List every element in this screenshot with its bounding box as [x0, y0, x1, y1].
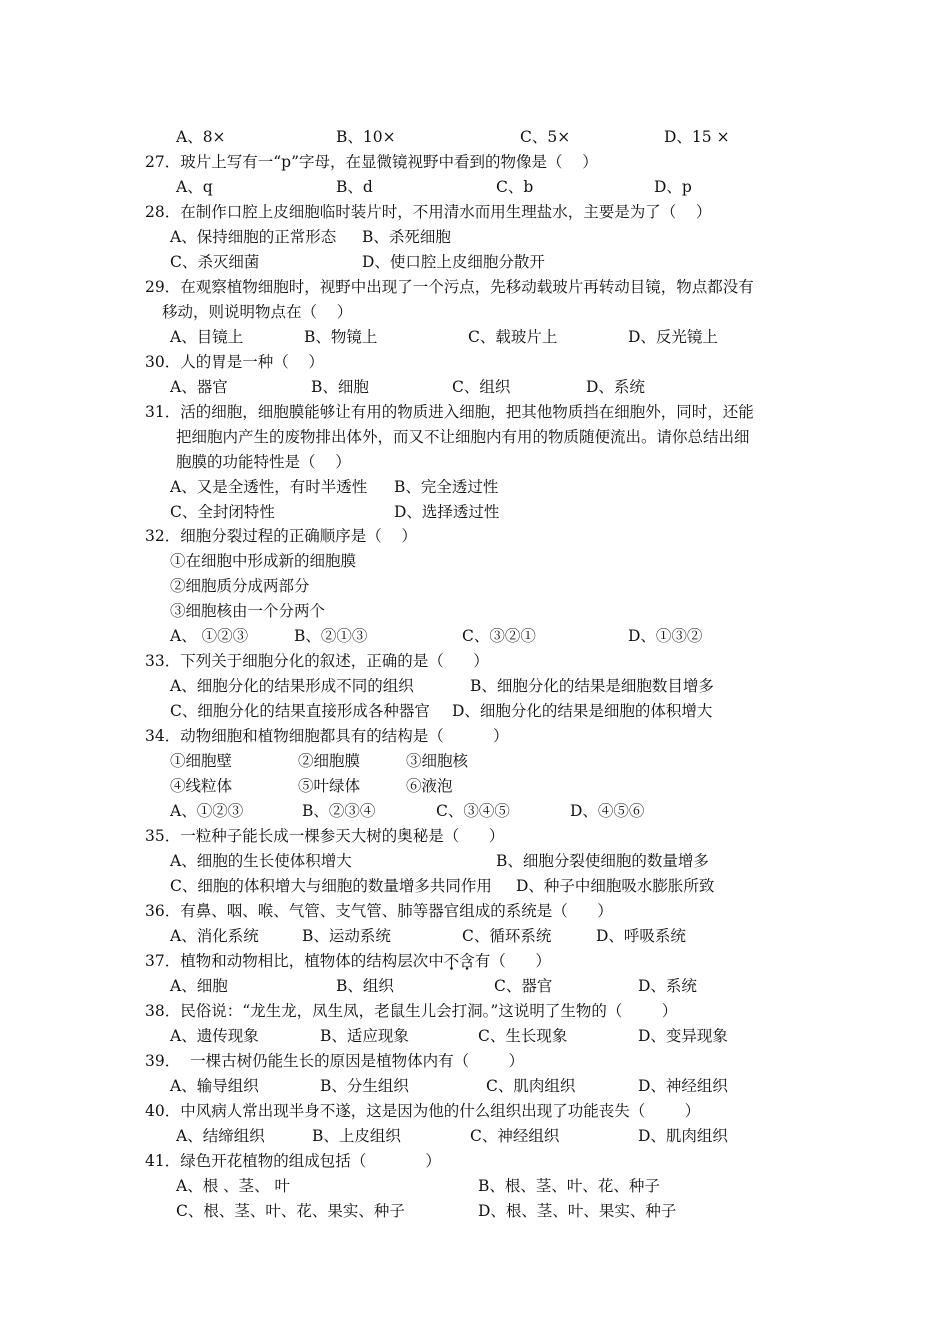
q37-stem-text: 37．植物和动物相比，植物体的结构层次中 — [145, 952, 444, 970]
q30-option-a: A、器官 — [170, 378, 228, 396]
q30-option-b: B、细胞 — [311, 378, 369, 396]
q41-stem: 41．绿色开花植物的组成包括（ ） — [145, 1152, 441, 1170]
q38-option-d: D、变异现象 — [638, 1027, 728, 1045]
q26-option-d: D、15 × — [664, 128, 730, 146]
q41-option-b: B、根、茎、叶、花、种子 — [478, 1177, 660, 1195]
q31-option-b: B、完全透过性 — [394, 478, 499, 496]
q29-stem-line2: 移动，则说明物点在（ ） — [162, 303, 353, 321]
q26-option-c: C、5× — [520, 128, 571, 146]
q39-option-d: D、神经组织 — [638, 1077, 728, 1095]
q35-option-d: D、种子中细胞吸水膨胀所致 — [516, 877, 715, 895]
q27-option-a: A、q — [176, 178, 213, 196]
q35-option-c: C、细胞的体积增大与细胞的数量增多共同作用 — [170, 877, 492, 895]
q28-option-d: D、使口腔上皮细胞分散开 — [362, 253, 545, 271]
q40-option-a: A、结缔组织 — [176, 1127, 265, 1145]
q37-option-c: C、器官 — [494, 977, 553, 995]
q33-option-a: A、细胞分化的结果形成不同的组织 — [170, 677, 414, 695]
q29-option-b: B、物镜上 — [304, 328, 378, 346]
q33-option-b: B、细胞分化的结果是细胞数目增多 — [470, 677, 714, 695]
q33-option-d: D、细胞分化的结果是细胞的体积增大 — [452, 702, 713, 720]
q28-stem: 28．在制作口腔上皮细胞临时装片时，不用清水而用生理盐水，主要是为了（ ） — [145, 203, 712, 221]
q34-item-5: ⑤叶绿体 — [298, 777, 361, 795]
q33-option-c: C、细胞分化的结果直接形成各种器官 — [170, 702, 430, 720]
q39-option-c: C、肌肉组织 — [486, 1077, 576, 1095]
q38-option-a: A、遗传现象 — [170, 1027, 259, 1045]
q38-option-b: B、适应现象 — [320, 1027, 409, 1045]
q41-option-d: D、根、茎、叶、果实、种子 — [478, 1202, 677, 1220]
q36-option-b: B、运动系统 — [302, 927, 391, 945]
q40-option-c: C、神经组织 — [470, 1127, 560, 1145]
q31-stem-line2: 把细胞内产生的废物排出体外，而又不让细胞内有用的物质随便流出。请你总结出细 — [176, 428, 750, 446]
q37-emphasis-not: 不 — [443, 952, 460, 970]
q28-option-c: C、杀灭细菌 — [170, 253, 260, 271]
q31-stem-line1: 31．活的细胞，细胞膜能够让有用的物质进入细胞，把其他物质挡在细胞外，同时，还能 — [145, 403, 754, 421]
q39-option-b: B、分生组织 — [320, 1077, 409, 1095]
q34-stem: 34．动物细胞和植物细胞都具有的结构是（ ） — [145, 727, 509, 745]
q29-stem-line1: 29．在观察植物细胞时，视野中出现了一个污点，先移动载玻片再转动目镜，物点都没有 — [145, 278, 754, 296]
q40-option-b: B、上皮组织 — [312, 1127, 401, 1145]
q32-option-a: A、 ①②③ — [170, 627, 249, 645]
q34-option-b: B、②③④ — [302, 802, 376, 820]
q35-option-b: B、细胞分裂使细胞的数量增多 — [496, 852, 709, 870]
q38-option-c: C、生长现象 — [478, 1027, 568, 1045]
q26-option-b: B、10× — [336, 128, 396, 146]
q36-option-c: C、循环系统 — [462, 927, 552, 945]
q40-option-d: D、肌肉组织 — [638, 1127, 728, 1145]
q41-option-a: A、根 、茎、 叶 — [176, 1177, 291, 1195]
q32-option-d: D、①③② — [628, 627, 703, 645]
q35-option-a: A、细胞的生长使体积增大 — [170, 852, 352, 870]
q34-option-c: C、③④⑤ — [436, 802, 510, 820]
q30-option-c: C、组织 — [452, 378, 511, 396]
q32-step-1: ①在细胞中形成新的细胞膜 — [170, 552, 357, 570]
q31-option-d: D、选择透过性 — [394, 503, 500, 521]
q35-stem: 35．一粒种子能长成一棵参天大树的奥秘是（ ） — [145, 827, 505, 845]
q40-stem: 40．中风病人常出现半身不遂，这是因为他的什么组织出现了功能丧失（ ） — [145, 1102, 701, 1120]
q38-stem: 38．民俗说：“龙生龙，凤生凤，老鼠生儿会打洞。”这说明了生物的（ ） — [145, 1002, 678, 1020]
q34-item-4: ④线粒体 — [170, 777, 233, 795]
q37-option-d: D、系统 — [638, 977, 697, 995]
q31-stem-line3: 胞膜的功能特性是（ ） — [176, 453, 351, 471]
q32-stem: 32．细胞分裂过程的正确顺序是（ ） — [145, 527, 417, 545]
q34-item-2: ②细胞膜 — [298, 752, 361, 770]
q34-item-6: ⑥液泡 — [406, 777, 453, 795]
q34-item-1: ①细胞壁 — [170, 752, 233, 770]
q28-option-a: A、保持细胞的正常形态 — [170, 228, 337, 246]
q37-emphasis-contain: 含 — [459, 952, 475, 970]
q37-stem-tail: 有（ ） — [474, 952, 551, 970]
q30-option-d: D、系统 — [586, 378, 645, 396]
q39-stem: 39． 一棵古树仍能生长的原因是植物体内有（ ） — [145, 1052, 524, 1070]
q29-option-a: A、目镜上 — [170, 328, 244, 346]
q37-option-a: A、细胞 — [170, 977, 228, 995]
q27-option-d: D、p — [654, 178, 692, 196]
q36-stem: 36．有鼻、咽、喉、气管、支气管、肺等器官组成的系统是（ ） — [145, 902, 613, 920]
q41-option-c: C、根、茎、叶、花、果实、种子 — [176, 1202, 405, 1220]
q29-option-d: D、反光镜上 — [628, 328, 718, 346]
q32-step-2: ②细胞质分成两部分 — [170, 577, 310, 595]
q29-option-c: C、载玻片上 — [468, 328, 558, 346]
q27-option-c: C、b — [496, 178, 534, 196]
q36-option-d: D、呼吸系统 — [596, 927, 686, 945]
q32-option-b: B、②①③ — [294, 627, 368, 645]
q37-option-b: B、组织 — [336, 977, 394, 995]
q37-stem — [145, 951, 551, 971]
q31-option-c: C、全封闭特性 — [170, 503, 275, 521]
q39-option-a: A、输导组织 — [170, 1077, 259, 1095]
q34-option-a: A、①②③ — [170, 802, 244, 820]
q27-stem: 27．玻片上写有一“p”字母，在显微镜视野中看到的物像是（ ） — [145, 153, 598, 171]
q33-stem: 33．下列关于细胞分化的叙述，正确的是（ ） — [145, 652, 489, 670]
q32-step-3: ③细胞核由一个分两个 — [170, 602, 326, 620]
q31-option-a: A、又是全透性，有时半透性 — [170, 478, 368, 496]
q30-stem: 30．人的胃是一种（ ） — [145, 353, 324, 371]
q34-item-3: ③细胞核 — [406, 752, 469, 770]
q26-option-a: A、8× — [176, 128, 226, 146]
q36-option-a: A、消化系统 — [170, 927, 259, 945]
q34-option-d: D、④⑤⑥ — [570, 802, 645, 820]
q27-option-b: B、d — [336, 178, 373, 196]
q28-option-b: B、杀死细胞 — [362, 228, 451, 246]
q32-option-c: C、③②① — [462, 627, 536, 645]
